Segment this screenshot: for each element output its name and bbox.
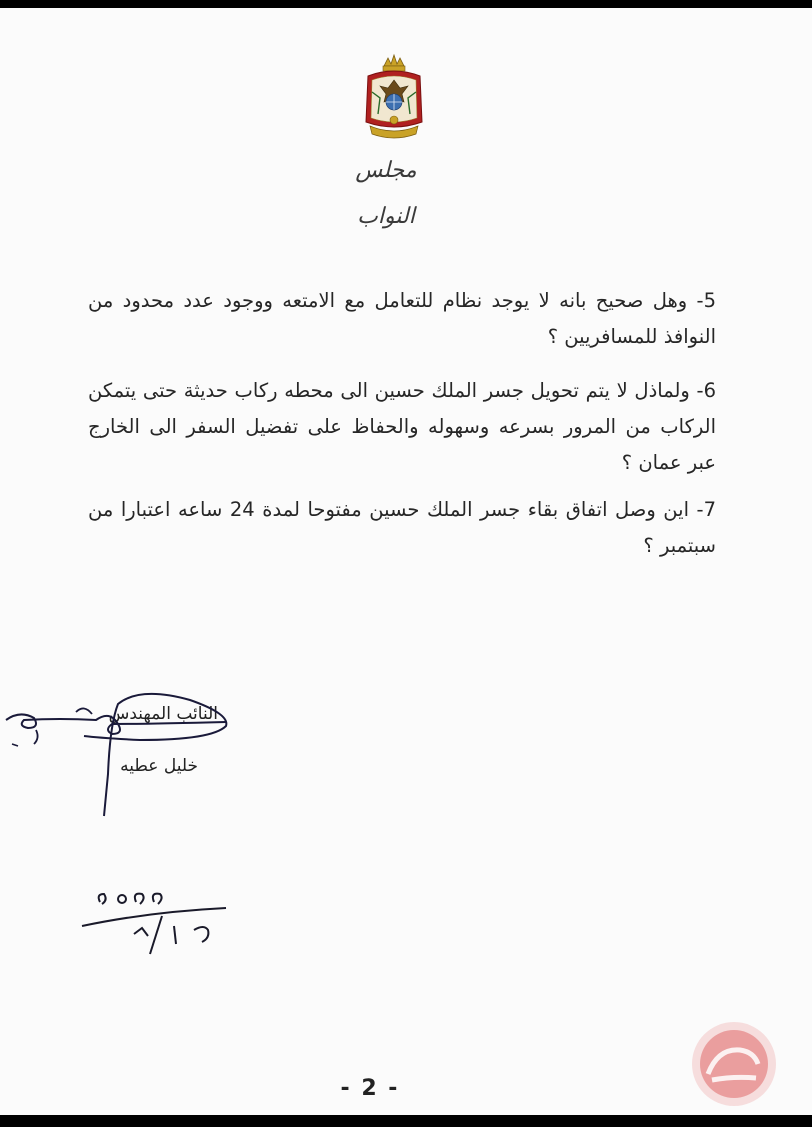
question-5: 5- وهل صحيح بانه لا يوجد نظام للتعامل مع الامتعه ووجود عدد محدود من النوافذ للمسافريين ؟ bbox=[88, 289, 716, 348]
signatory-title: النائب المهندس bbox=[108, 704, 218, 724]
maan-watermark-logo bbox=[688, 1018, 780, 1110]
handwritten-signature bbox=[0, 684, 260, 824]
handwritten-date bbox=[78, 872, 228, 962]
signature-block bbox=[0, 684, 260, 824]
question-6: 6- ولماذل لا يتم تحويل جسر الملك حسين الى محطه ركاب حديثة حتى يتمكن الركاب من المرور بسرعه وسهوله والحفاظ على تفضيل السفر الى الخارج عبر عمان ؟ bbox=[88, 379, 716, 474]
document-page bbox=[0, 8, 812, 1115]
parliament-name: مجلس النواب bbox=[355, 158, 417, 229]
signatory-name: خليل عطيه bbox=[120, 756, 198, 776]
page-number: - 2 - bbox=[340, 1076, 400, 1101]
question-7: 7- اين وصل اتفاق بقاء جسر الملك حسين مفتوحا لمدة 24 ساعه اعتبارا من سبتمبر ؟ bbox=[88, 498, 716, 557]
jordan-coat-of-arms-icon bbox=[358, 52, 430, 144]
